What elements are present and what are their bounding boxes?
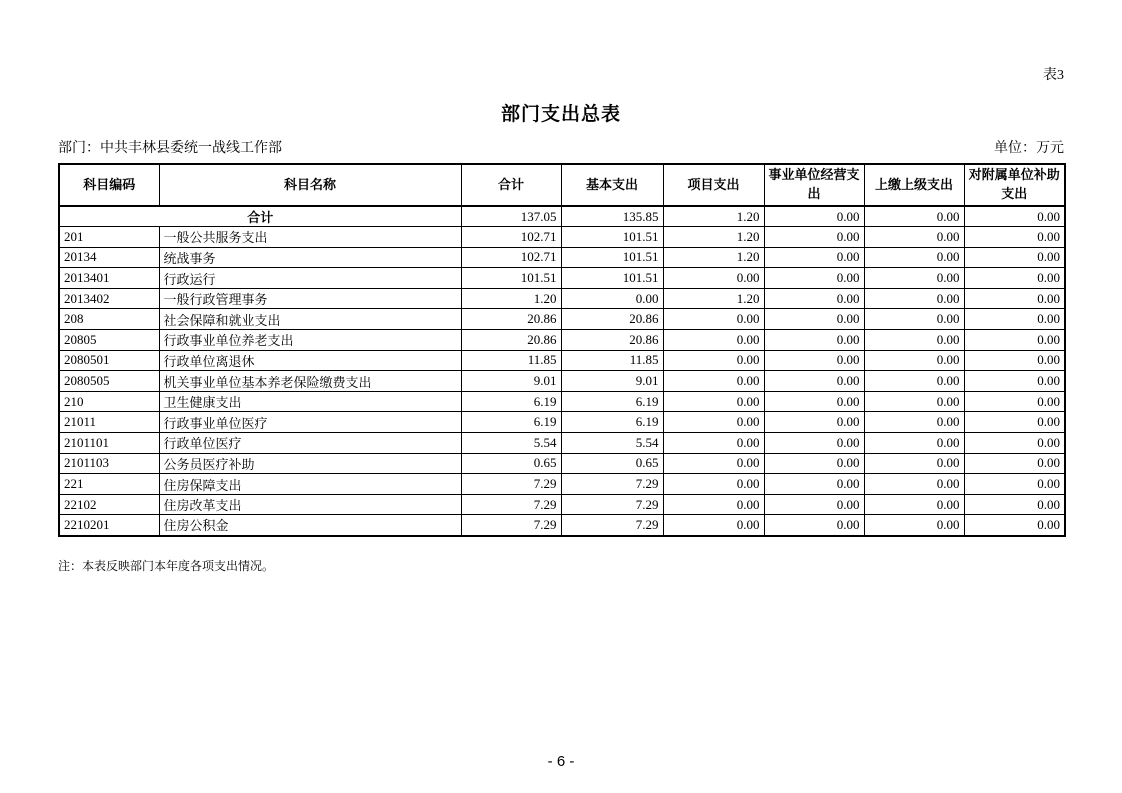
value-cell: 0.00 <box>864 227 964 248</box>
value-cell: 7.29 <box>561 494 663 515</box>
value-cell: 0.00 <box>663 515 764 536</box>
table-row <box>59 494 1065 515</box>
value-cell: 7.29 <box>561 515 663 536</box>
table-row <box>59 227 1065 248</box>
value-cell: 0.00 <box>864 412 964 433</box>
subject-name-cell: 社会保障和就业支出 <box>159 309 461 330</box>
value-cell: 0.00 <box>764 288 864 309</box>
col-header-subsidy: 对附属单位补助支出 <box>964 164 1065 206</box>
value-cell: 6.19 <box>561 412 663 433</box>
sheet-label: 表3 <box>1043 68 1064 83</box>
table-row <box>59 391 1065 412</box>
value-cell: 0.00 <box>964 227 1065 248</box>
value-cell: 0.00 <box>864 350 964 371</box>
subject-code-cell: 2210201 <box>59 515 159 536</box>
subject-code-cell: 22102 <box>59 494 159 515</box>
subject-name-cell: 行政事业单位医疗 <box>159 412 461 433</box>
value-cell: 11.85 <box>561 350 663 371</box>
value-cell: 0.00 <box>764 330 864 351</box>
value-cell: 0.00 <box>663 350 764 371</box>
value-cell: 0.00 <box>864 247 964 268</box>
value-cell: 0.00 <box>764 494 864 515</box>
value-cell: 135.85 <box>561 206 663 227</box>
table-row <box>59 412 1065 433</box>
value-cell: 7.29 <box>461 515 561 536</box>
value-cell: 137.05 <box>461 206 561 227</box>
value-cell: 0.00 <box>864 453 964 474</box>
subject-code-cell: 221 <box>59 474 159 495</box>
value-cell: 0.00 <box>964 247 1065 268</box>
value-cell: 0.00 <box>764 515 864 536</box>
value-cell: 6.19 <box>461 391 561 412</box>
value-cell: 101.51 <box>561 247 663 268</box>
value-cell: 0.00 <box>764 433 864 454</box>
value-cell: 101.51 <box>461 268 561 289</box>
value-cell: 0.00 <box>561 288 663 309</box>
value-cell: 0.00 <box>864 433 964 454</box>
value-cell: 7.29 <box>461 494 561 515</box>
table-row <box>59 288 1065 309</box>
value-cell: 0.00 <box>663 494 764 515</box>
subject-name-cell: 行政单位离退休 <box>159 350 461 371</box>
col-header-basic: 基本支出 <box>561 164 663 206</box>
subject-code-cell: 2080501 <box>59 350 159 371</box>
value-cell: 0.65 <box>561 453 663 474</box>
value-cell: 0.00 <box>864 268 964 289</box>
table-row <box>59 453 1065 474</box>
col-header-subject-code: 科目编码 <box>59 164 159 206</box>
value-cell: 20.86 <box>561 330 663 351</box>
value-cell: 6.19 <box>461 412 561 433</box>
value-cell: 0.00 <box>764 412 864 433</box>
value-cell: 0.00 <box>964 206 1065 227</box>
value-cell: 0.00 <box>964 288 1065 309</box>
value-cell: 0.00 <box>663 371 764 392</box>
subject-name-cell: 住房改革支出 <box>159 494 461 515</box>
table-row <box>59 268 1065 289</box>
value-cell: 0.00 <box>864 494 964 515</box>
value-cell: 0.00 <box>964 494 1065 515</box>
subject-code-cell: 2101101 <box>59 433 159 454</box>
value-cell: 0.00 <box>663 433 764 454</box>
value-cell: 1.20 <box>461 288 561 309</box>
value-cell: 7.29 <box>561 474 663 495</box>
table-row <box>59 371 1065 392</box>
value-cell: 0.00 <box>964 433 1065 454</box>
table-row <box>59 433 1065 454</box>
value-cell: 11.85 <box>461 350 561 371</box>
subject-name-cell: 住房保障支出 <box>159 474 461 495</box>
value-cell: 0.00 <box>663 474 764 495</box>
subject-code-cell: 208 <box>59 309 159 330</box>
subject-code-cell: 2013402 <box>59 288 159 309</box>
value-cell: 0.00 <box>864 206 964 227</box>
value-cell: 20.86 <box>461 309 561 330</box>
value-cell: 0.00 <box>964 371 1065 392</box>
value-cell: 1.20 <box>663 247 764 268</box>
table-row <box>59 330 1065 351</box>
value-cell: 0.00 <box>964 412 1065 433</box>
value-cell: 0.00 <box>964 515 1065 536</box>
value-cell: 0.00 <box>864 330 964 351</box>
table-note: 注：本表反映部门本年度各项支出情况。 <box>58 559 275 573</box>
table-row <box>59 474 1065 495</box>
value-cell: 1.20 <box>663 227 764 248</box>
subject-code-cell: 2080505 <box>59 371 159 392</box>
subject-code-cell: 20805 <box>59 330 159 351</box>
value-cell: 0.00 <box>764 309 864 330</box>
table-row <box>59 350 1065 371</box>
value-cell: 1.20 <box>663 288 764 309</box>
value-cell: 0.00 <box>864 288 964 309</box>
subject-name-cell: 一般公共服务支出 <box>159 227 461 248</box>
value-cell: 0.00 <box>864 309 964 330</box>
value-cell: 0.00 <box>864 515 964 536</box>
value-cell: 0.00 <box>864 474 964 495</box>
value-cell: 0.00 <box>764 268 864 289</box>
value-cell: 102.71 <box>461 247 561 268</box>
value-cell: 0.00 <box>663 268 764 289</box>
col-header-upward: 上缴上级支出 <box>864 164 964 206</box>
subject-name-cell: 行政运行 <box>159 268 461 289</box>
value-cell: 0.00 <box>964 309 1065 330</box>
value-cell: 0.00 <box>964 350 1065 371</box>
value-cell: 0.00 <box>764 453 864 474</box>
subject-name-cell: 公务员医疗补助 <box>159 453 461 474</box>
value-cell: 0.00 <box>864 391 964 412</box>
department-label: 部门：中共丰林县委统一战线工作部 <box>58 141 282 156</box>
col-header-total: 合计 <box>461 164 561 206</box>
subject-name-cell: 一般行政管理事务 <box>159 288 461 309</box>
value-cell: 5.54 <box>561 433 663 454</box>
value-cell: 101.51 <box>561 227 663 248</box>
subject-name-cell: 行政单位医疗 <box>159 433 461 454</box>
value-cell: 20.86 <box>561 309 663 330</box>
value-cell: 0.00 <box>964 453 1065 474</box>
subject-name-cell: 卫生健康支出 <box>159 391 461 412</box>
col-header-operating: 事业单位经营支出 <box>764 164 864 206</box>
value-cell: 20.86 <box>461 330 561 351</box>
value-cell: 0.00 <box>663 412 764 433</box>
subject-code-cell: 210 <box>59 391 159 412</box>
page-title: 部门支出总表 <box>500 104 621 125</box>
subject-name-cell: 住房公积金 <box>159 515 461 536</box>
subject-code-cell: 201 <box>59 227 159 248</box>
value-cell: 0.00 <box>964 330 1065 351</box>
value-cell: 0.00 <box>764 391 864 412</box>
value-cell: 0.00 <box>764 371 864 392</box>
value-cell: 0.00 <box>663 330 764 351</box>
value-cell: 9.01 <box>561 371 663 392</box>
subject-code-cell: 2101103 <box>59 453 159 474</box>
meta-row <box>58 137 1064 157</box>
value-cell: 7.29 <box>461 474 561 495</box>
col-header-subject-name: 科目名称 <box>159 164 461 206</box>
value-cell: 0.00 <box>964 391 1065 412</box>
subject-code-cell: 20134 <box>59 247 159 268</box>
value-cell: 9.01 <box>461 371 561 392</box>
subject-name-cell: 机关事业单位基本养老保险缴费支出 <box>159 371 461 392</box>
subject-code-cell: 21011 <box>59 412 159 433</box>
value-cell: 0.00 <box>663 309 764 330</box>
value-cell: 0.00 <box>764 227 864 248</box>
expenditure-table <box>58 163 1066 537</box>
table-row <box>59 247 1065 268</box>
total-row-label: 合计 <box>59 206 461 227</box>
header-row <box>59 164 1065 206</box>
value-cell: 0.00 <box>764 247 864 268</box>
table-row <box>59 309 1065 330</box>
page-number: - 6 - <box>547 753 575 770</box>
value-cell: 0.00 <box>964 474 1065 495</box>
value-cell: 6.19 <box>561 391 663 412</box>
table-row <box>59 515 1065 536</box>
subject-code-cell: 2013401 <box>59 268 159 289</box>
value-cell: 102.71 <box>461 227 561 248</box>
value-cell: 0.00 <box>663 391 764 412</box>
subject-name-cell: 行政事业单位养老支出 <box>159 330 461 351</box>
subject-name-cell: 统战事务 <box>159 247 461 268</box>
value-cell: 0.65 <box>461 453 561 474</box>
value-cell: 1.20 <box>663 206 764 227</box>
value-cell: 0.00 <box>964 268 1065 289</box>
total-row <box>59 206 1065 227</box>
value-cell: 5.54 <box>461 433 561 454</box>
unit-label: 单位：万元 <box>994 141 1064 156</box>
value-cell: 0.00 <box>764 206 864 227</box>
value-cell: 0.00 <box>764 474 864 495</box>
value-cell: 0.00 <box>663 453 764 474</box>
col-header-project: 项目支出 <box>663 164 764 206</box>
value-cell: 101.51 <box>561 268 663 289</box>
value-cell: 0.00 <box>864 371 964 392</box>
value-cell: 0.00 <box>764 350 864 371</box>
